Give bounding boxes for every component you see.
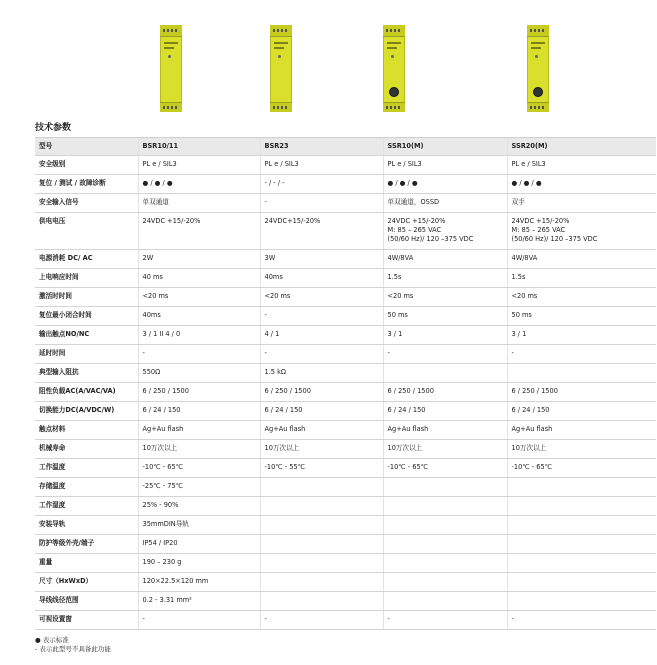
row-label: 供电电压 [35, 213, 138, 250]
row-label: 安装导轨 [35, 516, 138, 535]
table-row [35, 478, 656, 497]
table-cell: PL e / SIL3 [260, 156, 383, 175]
table-cell: 10万次以上 [507, 440, 656, 459]
row-label: 可视设置窗 [35, 611, 138, 630]
table-row [35, 307, 656, 326]
table-cell: 6 / 24 / 150 [507, 402, 656, 421]
table-cell: 4W/8VA [383, 250, 507, 269]
table-cell: 3 / 1 [507, 326, 656, 345]
table-cell: 6 / 250 / 1500 [507, 383, 656, 402]
table-row [35, 326, 656, 345]
row-label: 工作温度 [35, 459, 138, 478]
table-cell: ● / ● / ● [138, 175, 260, 194]
table-cell: 双手 [507, 194, 656, 213]
footnote: ● 表示标准 [35, 636, 69, 644]
table-cell: 2W [138, 250, 260, 269]
table-row [35, 402, 656, 421]
table-cell: - [138, 611, 260, 630]
table-cell [383, 573, 507, 592]
table-cell: Ag+Au flash [507, 421, 656, 440]
table-cell: 50 ms [507, 307, 656, 326]
table-cell [260, 497, 383, 516]
table-cell: -25℃ - 75℃ [138, 478, 260, 497]
table-cell [383, 516, 507, 535]
section-title: 技术参数 [35, 123, 72, 133]
table-row [35, 573, 656, 592]
table-cell [507, 478, 656, 497]
table-cell: -10℃ - 65℃ [138, 459, 260, 478]
table-cell: 24VDC +15/-20% M: 85 – 265 VAC (50/60 Hz)/ 120 –375 VDC [383, 213, 507, 250]
table-cell [383, 535, 507, 554]
table-cell [260, 535, 383, 554]
table-row [35, 156, 656, 175]
table-cell: 单双通道，OSSD [383, 194, 507, 213]
header-cell: BSR23 [260, 138, 383, 156]
table-cell: 10万次以上 [260, 440, 383, 459]
table-cell: 3 / 1 [383, 326, 507, 345]
row-label: 尺寸（HxWxD） [35, 573, 138, 592]
header-cell: SSR10(M) [383, 138, 507, 156]
table-row [35, 383, 656, 402]
table-cell: -10℃ - 55℃ [260, 459, 383, 478]
table-row [35, 288, 656, 307]
table-row [35, 194, 656, 213]
header-cell: SSR20(M) [507, 138, 656, 156]
table-cell: - [138, 345, 260, 364]
table-cell: 4 / 1 [260, 326, 383, 345]
table-cell: 24VDC +15/-20% [138, 213, 260, 250]
table-cell: Ag+Au flash [383, 421, 507, 440]
row-label: 典型输入阻抗 [35, 364, 138, 383]
footnotes [35, 636, 111, 654]
table-cell: - [383, 611, 507, 630]
table-cell: 6 / 24 / 150 [138, 402, 260, 421]
table-cell [507, 535, 656, 554]
table-cell [507, 573, 656, 592]
table-cell: - [260, 611, 383, 630]
table-cell [383, 364, 507, 383]
table-cell: 6 / 24 / 150 [260, 402, 383, 421]
table-cell: 25% - 90% [138, 497, 260, 516]
table-cell: 35mmDIN导轨 [138, 516, 260, 535]
table-row [35, 592, 656, 611]
table-cell: PL e / SIL3 [507, 156, 656, 175]
table-cell: 6 / 250 / 1500 [260, 383, 383, 402]
row-label: 上电响应时间 [35, 269, 138, 288]
table-cell: - [260, 307, 383, 326]
table-cell [507, 516, 656, 535]
knob-icon [533, 87, 543, 97]
header-cell: BSR10/11 [138, 138, 260, 156]
table-row [35, 175, 656, 194]
table-cell [260, 592, 383, 611]
row-label: 存储温度 [35, 478, 138, 497]
row-label: 重量 [35, 554, 138, 573]
table-cell [383, 592, 507, 611]
row-label: 输出触点NO/NC [35, 326, 138, 345]
row-label: 机械寿命 [35, 440, 138, 459]
table-cell: 1.5s [383, 269, 507, 288]
row-label: 切换能力DC(A/VDC/W) [35, 402, 138, 421]
footnote: - 表示此型号不具备此功能 [35, 645, 111, 653]
table-row [35, 269, 656, 288]
table-row [35, 364, 656, 383]
table-cell: <20 ms [383, 288, 507, 307]
table-cell: ● / ● / ● [507, 175, 656, 194]
row-label: 触点材料 [35, 421, 138, 440]
table-cell: 6 / 250 / 1500 [138, 383, 260, 402]
row-label: 安全输入信号 [35, 194, 138, 213]
row-label: 安全级别 [35, 156, 138, 175]
table-cell: Ag+Au flash [260, 421, 383, 440]
knob-icon [389, 87, 399, 97]
table-cell [383, 478, 507, 497]
table-cell [260, 478, 383, 497]
table-row [35, 421, 656, 440]
table-row [35, 554, 656, 573]
table-cell [260, 516, 383, 535]
table-cell [383, 554, 507, 573]
table-cell [383, 497, 507, 516]
relay-ssr20-image [527, 25, 549, 112]
table-row [35, 497, 656, 516]
table-cell: 10万次以上 [383, 440, 507, 459]
table-cell: - / - / - [260, 175, 383, 194]
table-row [35, 516, 656, 535]
product-images [0, 0, 657, 118]
table-cell [507, 554, 656, 573]
relay-bsr23-image [270, 25, 292, 112]
row-label: 复位最小闭合时间 [35, 307, 138, 326]
table-row [35, 250, 656, 269]
table-cell: 6 / 24 / 150 [383, 402, 507, 421]
table-cell [260, 573, 383, 592]
table-row [35, 345, 656, 364]
row-label: 复位 / 测试 / 故障诊断 [35, 175, 138, 194]
table-cell: - [507, 611, 656, 630]
table-cell: ● / ● / ● [383, 175, 507, 194]
table-cell: 10万次以上 [138, 440, 260, 459]
table-cell: 1.5 kΩ [260, 364, 383, 383]
table-cell: 40ms [260, 269, 383, 288]
table-row [35, 440, 656, 459]
table-cell: 50 ms [383, 307, 507, 326]
table-cell: 120×22.5×120 mm [138, 573, 260, 592]
table-cell: 190 – 230 g [138, 554, 260, 573]
row-label: 激活时时间 [35, 288, 138, 307]
table-cell: 单双通道 [138, 194, 260, 213]
row-label: 工作湿度 [35, 497, 138, 516]
table-header-row [35, 138, 656, 156]
relay-bsr10-image [160, 25, 182, 112]
header-cell: 型号 [35, 138, 138, 156]
table-row [35, 459, 656, 478]
table-cell [507, 592, 656, 611]
table-cell: 6 / 250 / 1500 [383, 383, 507, 402]
table-cell: -10℃ - 65℃ [507, 459, 656, 478]
table-cell: 0.2 - 3.31 mm² [138, 592, 260, 611]
table-cell: 550Ω [138, 364, 260, 383]
table-row [35, 611, 656, 630]
table-cell: IP54 / IP20 [138, 535, 260, 554]
table-cell: 40 ms [138, 269, 260, 288]
table-row [35, 535, 656, 554]
table-cell: 3W [260, 250, 383, 269]
table-cell: 24VDC+15/-20% [260, 213, 383, 250]
table-row [35, 213, 656, 250]
table-cell: <20 ms [138, 288, 260, 307]
row-label: 阻性负载AC(A/VAC/VA) [35, 383, 138, 402]
table-cell: - [507, 345, 656, 364]
row-label: 延时时间 [35, 345, 138, 364]
table-cell: 3 / 1 II 4 / 0 [138, 326, 260, 345]
table-cell: 40ms [138, 307, 260, 326]
table-cell [507, 497, 656, 516]
table-cell: - [383, 345, 507, 364]
table-cell: 24VDC +15/-20% M: 85 – 265 VAC (50/60 Hz)/ 120 –375 VDC [507, 213, 656, 250]
table-cell: 1.5s [507, 269, 656, 288]
table-cell: PL e / SIL3 [383, 156, 507, 175]
row-label: 导线线径范围 [35, 592, 138, 611]
spec-table [35, 137, 656, 630]
table-cell: Ag+Au flash [138, 421, 260, 440]
table-cell: <20 ms [507, 288, 656, 307]
table-cell: - [260, 194, 383, 213]
relay-ssr10-image [383, 25, 405, 112]
table-cell: 4W/8VA [507, 250, 656, 269]
row-label: 电源消耗 DC/ AC [35, 250, 138, 269]
table-cell: -10℃ - 65℃ [383, 459, 507, 478]
table-cell [507, 364, 656, 383]
table-cell: - [260, 345, 383, 364]
table-cell [260, 554, 383, 573]
table-cell: <20 ms [260, 288, 383, 307]
table-cell: PL e / SIL3 [138, 156, 260, 175]
row-label: 防护等级外壳/端子 [35, 535, 138, 554]
